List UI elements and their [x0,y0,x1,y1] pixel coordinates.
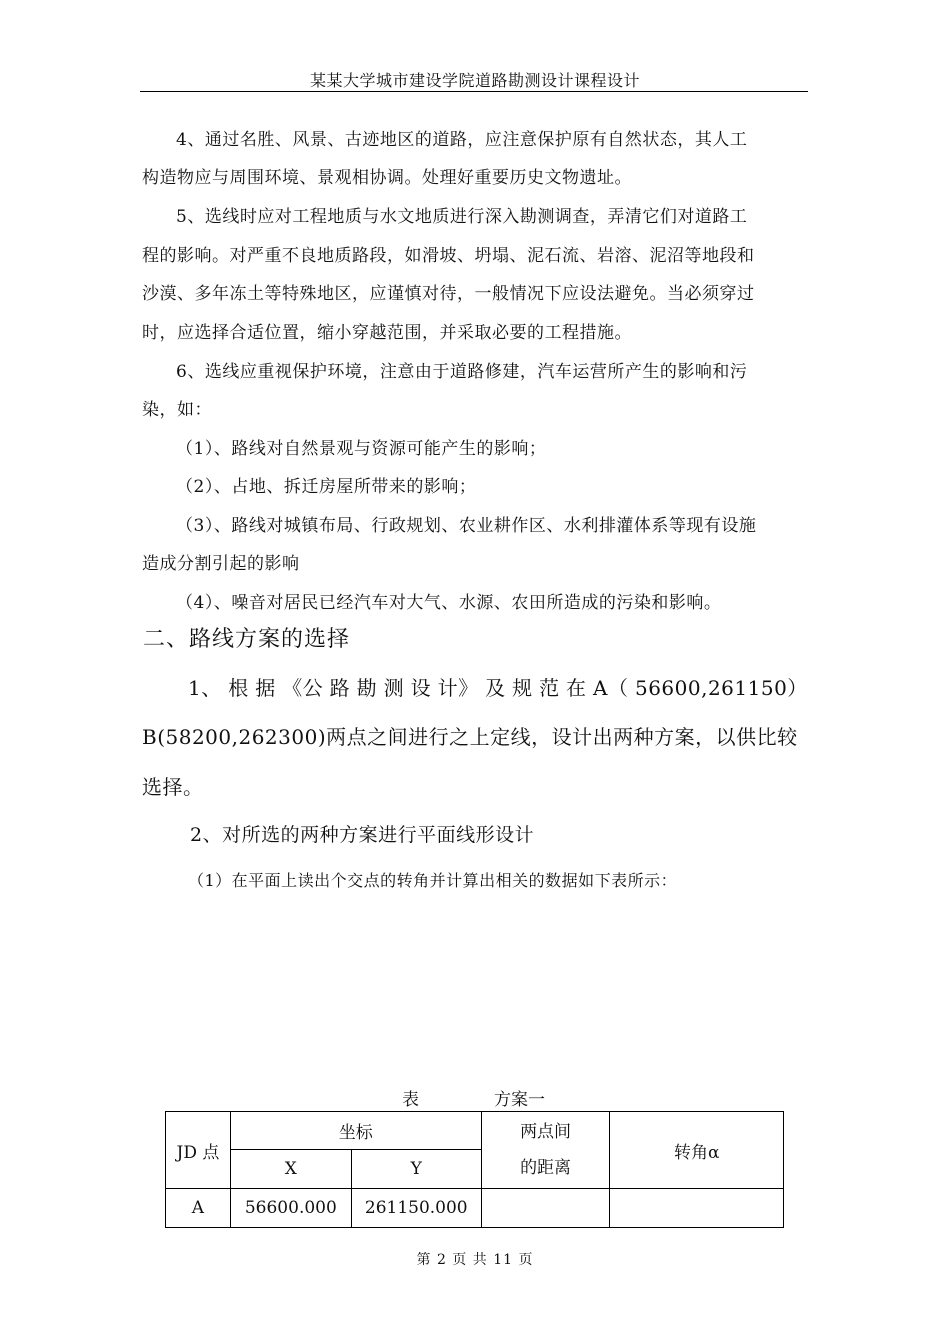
section-2-item-2-sub: （1）在平面上读出个交点的转角并计算出相关的数据如下表所示： [188,871,678,890]
header-distance-line-2: 的距离 [520,1158,572,1178]
word: 设 [410,676,432,700]
word: 据 [255,676,276,700]
header-angle: 转角α [610,1112,784,1189]
list-item-3-line-2: 造成分割引起的影响 [142,554,300,574]
page-header: 某某大学城市建设学院道路勘测设计课程设计 [309,71,640,90]
section-2-item-1-line-1 [188,672,808,701]
table-caption-name: 方案一 [494,1090,545,1110]
header-x: X [230,1150,351,1189]
word: 56600,261150） [634,676,808,700]
header-distance-line-1: 两点间 [520,1122,572,1142]
word: 及 [485,676,506,700]
paragraph-5-line-2: 程的影响。对严重不良地质路段，如滑坡、坍塌、泥石流、岩溶、泥沼等地段和 [142,246,755,266]
cell-jd: A [166,1189,231,1228]
list-item-3-line-1: （3）、路线对城镇布局、行政规划、农业耕作区、水利排灌体系等现有设施 [176,516,757,536]
word: 路 [329,676,351,700]
section-2-item-2: 2、对所选的两种方案进行平面线形设计 [190,824,535,846]
data-table [165,1111,784,1228]
cell-y: 261150.000 [351,1189,481,1228]
paragraph-5-line-1: 5、选线时应对工程地质与水文地质进行深入勘测调查，弄清它们对道路工 [176,207,748,227]
word: A（ [593,676,629,700]
paragraph-6-line-1: 6、选线应重视保护环境，注意由于道路修建，汽车运营所产生的影响和污 [176,362,748,382]
list-item-1: （1）、路线对自然景观与资源可能产生的影响； [176,439,547,459]
header-y: Y [351,1150,481,1189]
paragraph-6-line-2: 染，如： [142,400,212,420]
page-footer: 第 2 页 共 11 页 [416,1252,534,1268]
word: 规 [512,676,533,700]
list-item-4: （4）、噪音对居民已经汽车对大气、水源、农田所造成的污染和影响。 [176,593,722,613]
word: 《公 [282,676,324,700]
cell-distance [481,1189,610,1228]
table-caption-label: 表 [402,1090,419,1110]
paragraph-4-line-2: 构造物应与周围环境、景观相协调。处理好重要历史文物遗址。 [142,168,632,188]
header-coord: 坐标 [230,1112,481,1150]
list-item-2: （2）、占地、拆迁房屋所带来的影响； [176,477,477,497]
word: 测 [383,676,405,700]
cell-x: 56600.000 [230,1189,351,1228]
table-row [166,1189,784,1228]
paragraph-5-line-3: 沙漠、多年冻土等特殊地区，应谨慎对待，一般情况下应设法避免。当必须穿过 [142,284,755,304]
section-2-item-1-line-3: 选择。 [142,775,204,799]
word: 范 [539,676,560,700]
header-jd: JD 点 [166,1112,231,1189]
header-rule [140,91,808,92]
word: 计》 [437,676,479,700]
header-distance [481,1112,610,1189]
word: 根 [228,676,249,700]
word: 1、 [188,676,222,700]
word: 勘 [356,676,378,700]
paragraph-4-line-1: 4、通过名胜、风景、古迹地区的道路，应注意保护原有自然状态，其人工 [176,130,748,150]
word: 在 [566,676,587,700]
paragraph-5-line-4: 时，应选择合适位置，缩小穿越范围，并采取必要的工程措施。 [142,323,632,343]
section-2-item-1-line-2: B(58200,262300)两点之间进行之上定线，设计出两种方案，以供比较 [142,725,798,749]
cell-angle [610,1189,784,1228]
section-heading: 二、路线方案的选择 [143,627,351,652]
